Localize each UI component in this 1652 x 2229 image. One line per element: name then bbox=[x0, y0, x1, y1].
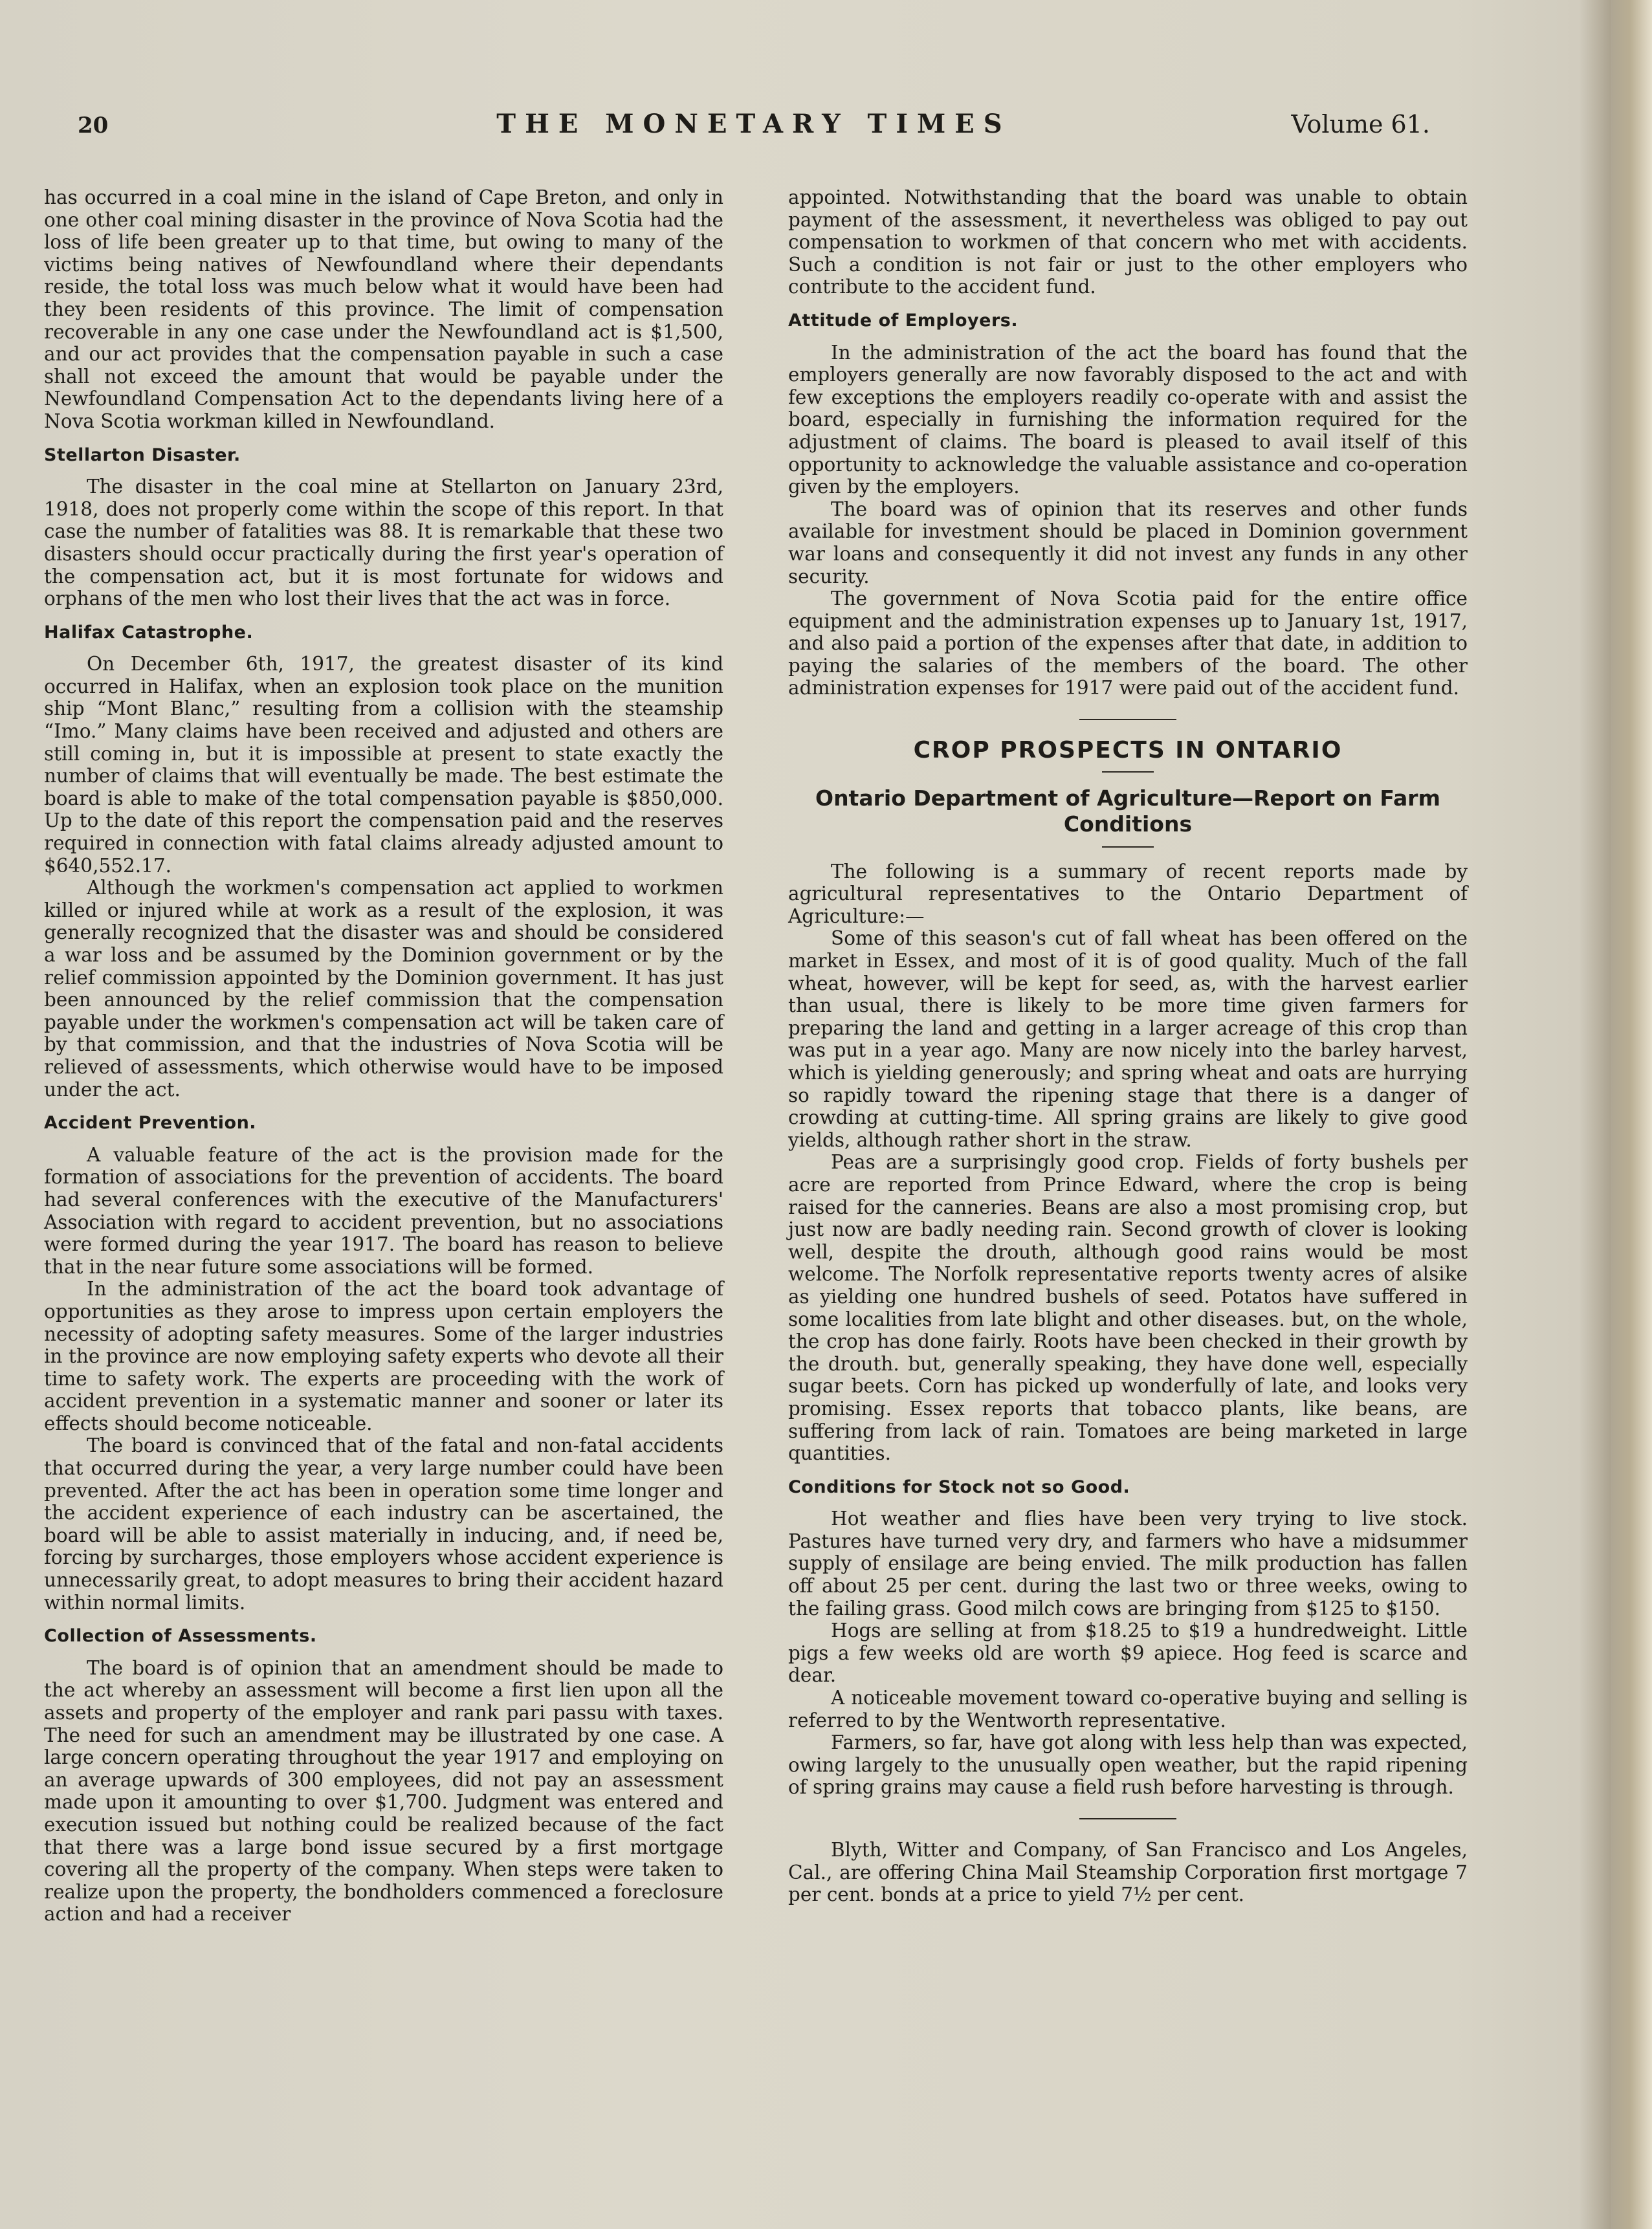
paragraph: The board is of opinion that an amendment should be made to the act whereby an assessment will become a first lien upon all the assets and property of the employer and rank pari passu with taxes. The need for such an amendment may be illustrated by one case. A large concern operating throughout the year 1917 and employing on an average upwards of 300 employees, did not pay an assessment made upon it amounting to over $1,700. Judgment was entered and execution issued but nothing could be realized because of the fact that there was a large bond issue secured by a first mortgage covering all the property of the company. When steps were taken to realize upon the property, the bondholders commenced a foreclosure action and had a receiver bbox=[44, 1656, 723, 1926]
section-heading-collection: Collection of Assessments. bbox=[44, 1626, 317, 1647]
section-divider bbox=[1079, 1818, 1176, 1819]
notice-paragraph: Blyth, Witter and Company, of San Francisco and Los Angeles, Cal., are offering China Mail Steamship Corporation first mortgage 7 per cent. bonds at a price to yield 7½ per cent. bbox=[788, 1839, 1468, 1906]
paragraph: A valuable feature of the act is the provision made for the formation of associations for the prevention of accidents. The board had several conferences with the executive of the Manufacturers' Association with regard to accident prevention, but no associations were formed during the year 1917. The board has reason to believe that in the near future some associations will be formed. bbox=[44, 1143, 723, 1278]
paragraph: On December 6th, 1917, the greatest disaster of its kind occurred in Halifax, when an explosion took place on the munition ship “Mont Blanc,” resulting from a collision with the steamship “Imo.” Many claims have been received and adjusted and others are still coming in, but it is impossible at present to state exactly the number of claims that will eventually be made. The best estimate the board is able to make of the total compensation payable is $850,000. Up to the date of this report the compensation paid and the reserves required in connection with fatal claims already adjusted amount to $640,552.17. bbox=[44, 653, 723, 877]
page-number: 20 bbox=[78, 113, 109, 138]
paragraph: The disaster in the coal mine at Stellarton on January 23rd, 1918, does not properly come within the scope of this report. In that case the number of fatalities was 88. It is remarkable that these two disasters should occur practically during the first year's operation of the compensation act, but it is most fortunate for widows and orphans of the men who lost their lives that the act was in force. bbox=[44, 476, 723, 610]
continuation-paragraph: appointed. Notwithstanding that the board was unable to obtain payment of the assessment, it nevertheless was obliged to pay out compensation to workmen of that concern who met with accidents. Such a condition is not fair or just to the other employers who contribute to the accident fund. bbox=[788, 186, 1468, 298]
journal-title: THE MONETARY TIMES bbox=[496, 109, 1011, 139]
paragraph: Hogs are selling at from $18.25 to $19 a hundredweight. Little pigs a few weeks old are worth $9 apiece. Hog feed is scarce and dear. bbox=[788, 1620, 1468, 1687]
section-heading-halifax: Halifax Catastrophe. bbox=[44, 622, 254, 642]
section-heading-stellarton: Stellarton Disaster. bbox=[44, 445, 241, 465]
paragraph: Hot weather and flies have been very trying to live stock. Pastures have turned very dry, and farmers who have a midsummer supply of ensilage are being envied. The milk production has fallen off about 25 per cent. during the last two or three weeks, owing to the failing grass. Good milch cows are bringing from $125 to $150. bbox=[788, 1508, 1468, 1620]
paragraph: Peas are a surprisingly good crop. Fields of forty bushels per acre are reported from Prince Edward, where the crop is being raised for the canneries. Beans are also a most promising crop, but just now are badly needing rain. Second growth of clover is looking well, despite the drouth, although good rains would be most welcome. The Norfolk representative reports twenty acres of alsike as yielding one hundred bushels of seed. Potatos have suffered in some localities from late blight and other diseases. but, on the whole, the crop has done fairly. Roots have been checked in their growth by the drouth. but, generally speaking, they have done well, especially sugar beets. Corn has picked up wonderfully of late, and looks very promising. Essex reports that tobacco plants, like beans, are suffering from lack of rain. Tomatoes are being marketed in large quantities. bbox=[788, 1151, 1468, 1465]
page-header bbox=[78, 109, 1430, 148]
section-heading-attitude: Attitude of Employers. bbox=[788, 310, 1019, 331]
section-divider bbox=[1079, 719, 1176, 720]
volume-label: Volume 61. bbox=[1291, 110, 1430, 138]
paragraph: Farmers, so far, have got along with less help than was expected, owing largely to the unusually open weather, but the rapid ripening of spring grains may cause a field rush before harvesting is through. bbox=[788, 1731, 1468, 1799]
paragraph: Some of this season's cut of fall wheat has been offered on the market in Essex, and most of it is of good quality. Much of the fall wheat, however, will be kept for seed, as, with the harvest earlier than usual, there is likely to be more time given farmers for preparing the land and getting in a larger acreage of this crop than was put in a year ago. Many are now nicely into the barley harvest, which is yielding generously; and spring wheat and oats are hurrying so rapidly toward the ripening stage that there is a danger of crowding at cutting-time. All spring grains are likely to give good yields, although rather short in the straw. bbox=[788, 927, 1468, 1151]
paragraph: Although the workmen's compensation act applied to workmen killed or injured while at work as a result of the explosion, it was generally recognized that the disaster was and should be considered a war loss and be assumed by the Dominion government or by the relief commission appointed by the Dominion government. It has just been announced by the relief commission that the compensation payable under the workmen's compensation act will be taken care of by that commission, and that the industries of Nova Scotia will be relieved of assessments, which otherwise would have to be imposed under the act. bbox=[44, 877, 723, 1101]
paragraph: The board is convinced that of the fatal and non-fatal accidents that occurred during the year, a very large number could have been prevented. After the act has been in operation some time longer and the accident experience of each industry can be ascertained, the board will be able to assist materially in inducing, and, if need be, forcing by surcharges, those employers whose accident experience is unnecessarily great, to adopt measures to bring their accident hazard within normal limits. bbox=[44, 1434, 723, 1614]
paragraph: The following is a summary of recent reports made by agricultural representatives to the Ontario Department of Agriculture:— bbox=[788, 860, 1468, 927]
section-heading-stock: Conditions for Stock not so Good. bbox=[788, 1477, 1130, 1497]
paragraph: The board was of opinion that its reserves and other funds available for investment should be placed in Dominion government war loans and consequently it did not invest any funds in any other security. bbox=[788, 498, 1468, 587]
intro-paragraph: has occurred in a coal mine in the island of Cape Breton, and only in one other coal mining disaster in the province of Nova Scotia had the loss of life been greater up to that time, but owing to many of the victims being natives of Newfoundland where their dependants reside, the total loss was much below what it would have been had they been residents of this province. The limit of compensation recoverable in any one case under the Newfoundland act is $1,500, and our act provides that the compensation payable in such a case shall not exceed the amount that would be payable under the Newfoundland Compensation Act to the dependants living here of a Nova Scotia workman killed in Newfoundland. bbox=[44, 186, 723, 432]
title-divider bbox=[1102, 771, 1154, 773]
subtitle-divider bbox=[1102, 846, 1154, 848]
left-column bbox=[44, 186, 723, 1926]
paragraph: The government of Nova Scotia paid for the entire office equipment and the administration expenses up to January 1st, 1917, and also paid a portion of the expenses after that date, in addition to paying the salaries of the members of the board. The other administration expenses for 1917 were paid out of the accident fund. bbox=[788, 587, 1468, 699]
paragraph: In the administration of the act the board took advantage of opportunities as they arose to impress upon certain employers the necessity of adopting safety measures. Some of the larger industries in the province are now employing safety experts who devote all their time to safety work. The experts are proceeding with the work of accident prevention in a systematic manner and sooner or later its effects should become noticeable. bbox=[44, 1278, 723, 1434]
paragraph: In the administration of the act the board has found that the employers generally are now favorably disposed to the act and with few exceptions the employers readily co-operate with and assist the board, especially in furnishing the information required for the adjustment of claims. The board is pleased to avail itself of this opportunity to acknowledge the valuable assistance and co-operation given by the employers. bbox=[788, 341, 1468, 498]
paragraph: A noticeable movement toward co-operative buying and selling is referred to by the Wentworth representative. bbox=[788, 1687, 1468, 1731]
article-subtitle: Ontario Department of Agriculture—Report on Farm Conditions bbox=[815, 785, 1440, 837]
article-title: CROP PROSPECTS IN ONTARIO bbox=[913, 737, 1343, 764]
section-heading-accident-prevention: Accident Prevention. bbox=[44, 1113, 257, 1134]
page-edge-shadow bbox=[1579, 0, 1652, 2229]
right-column bbox=[788, 186, 1468, 1906]
